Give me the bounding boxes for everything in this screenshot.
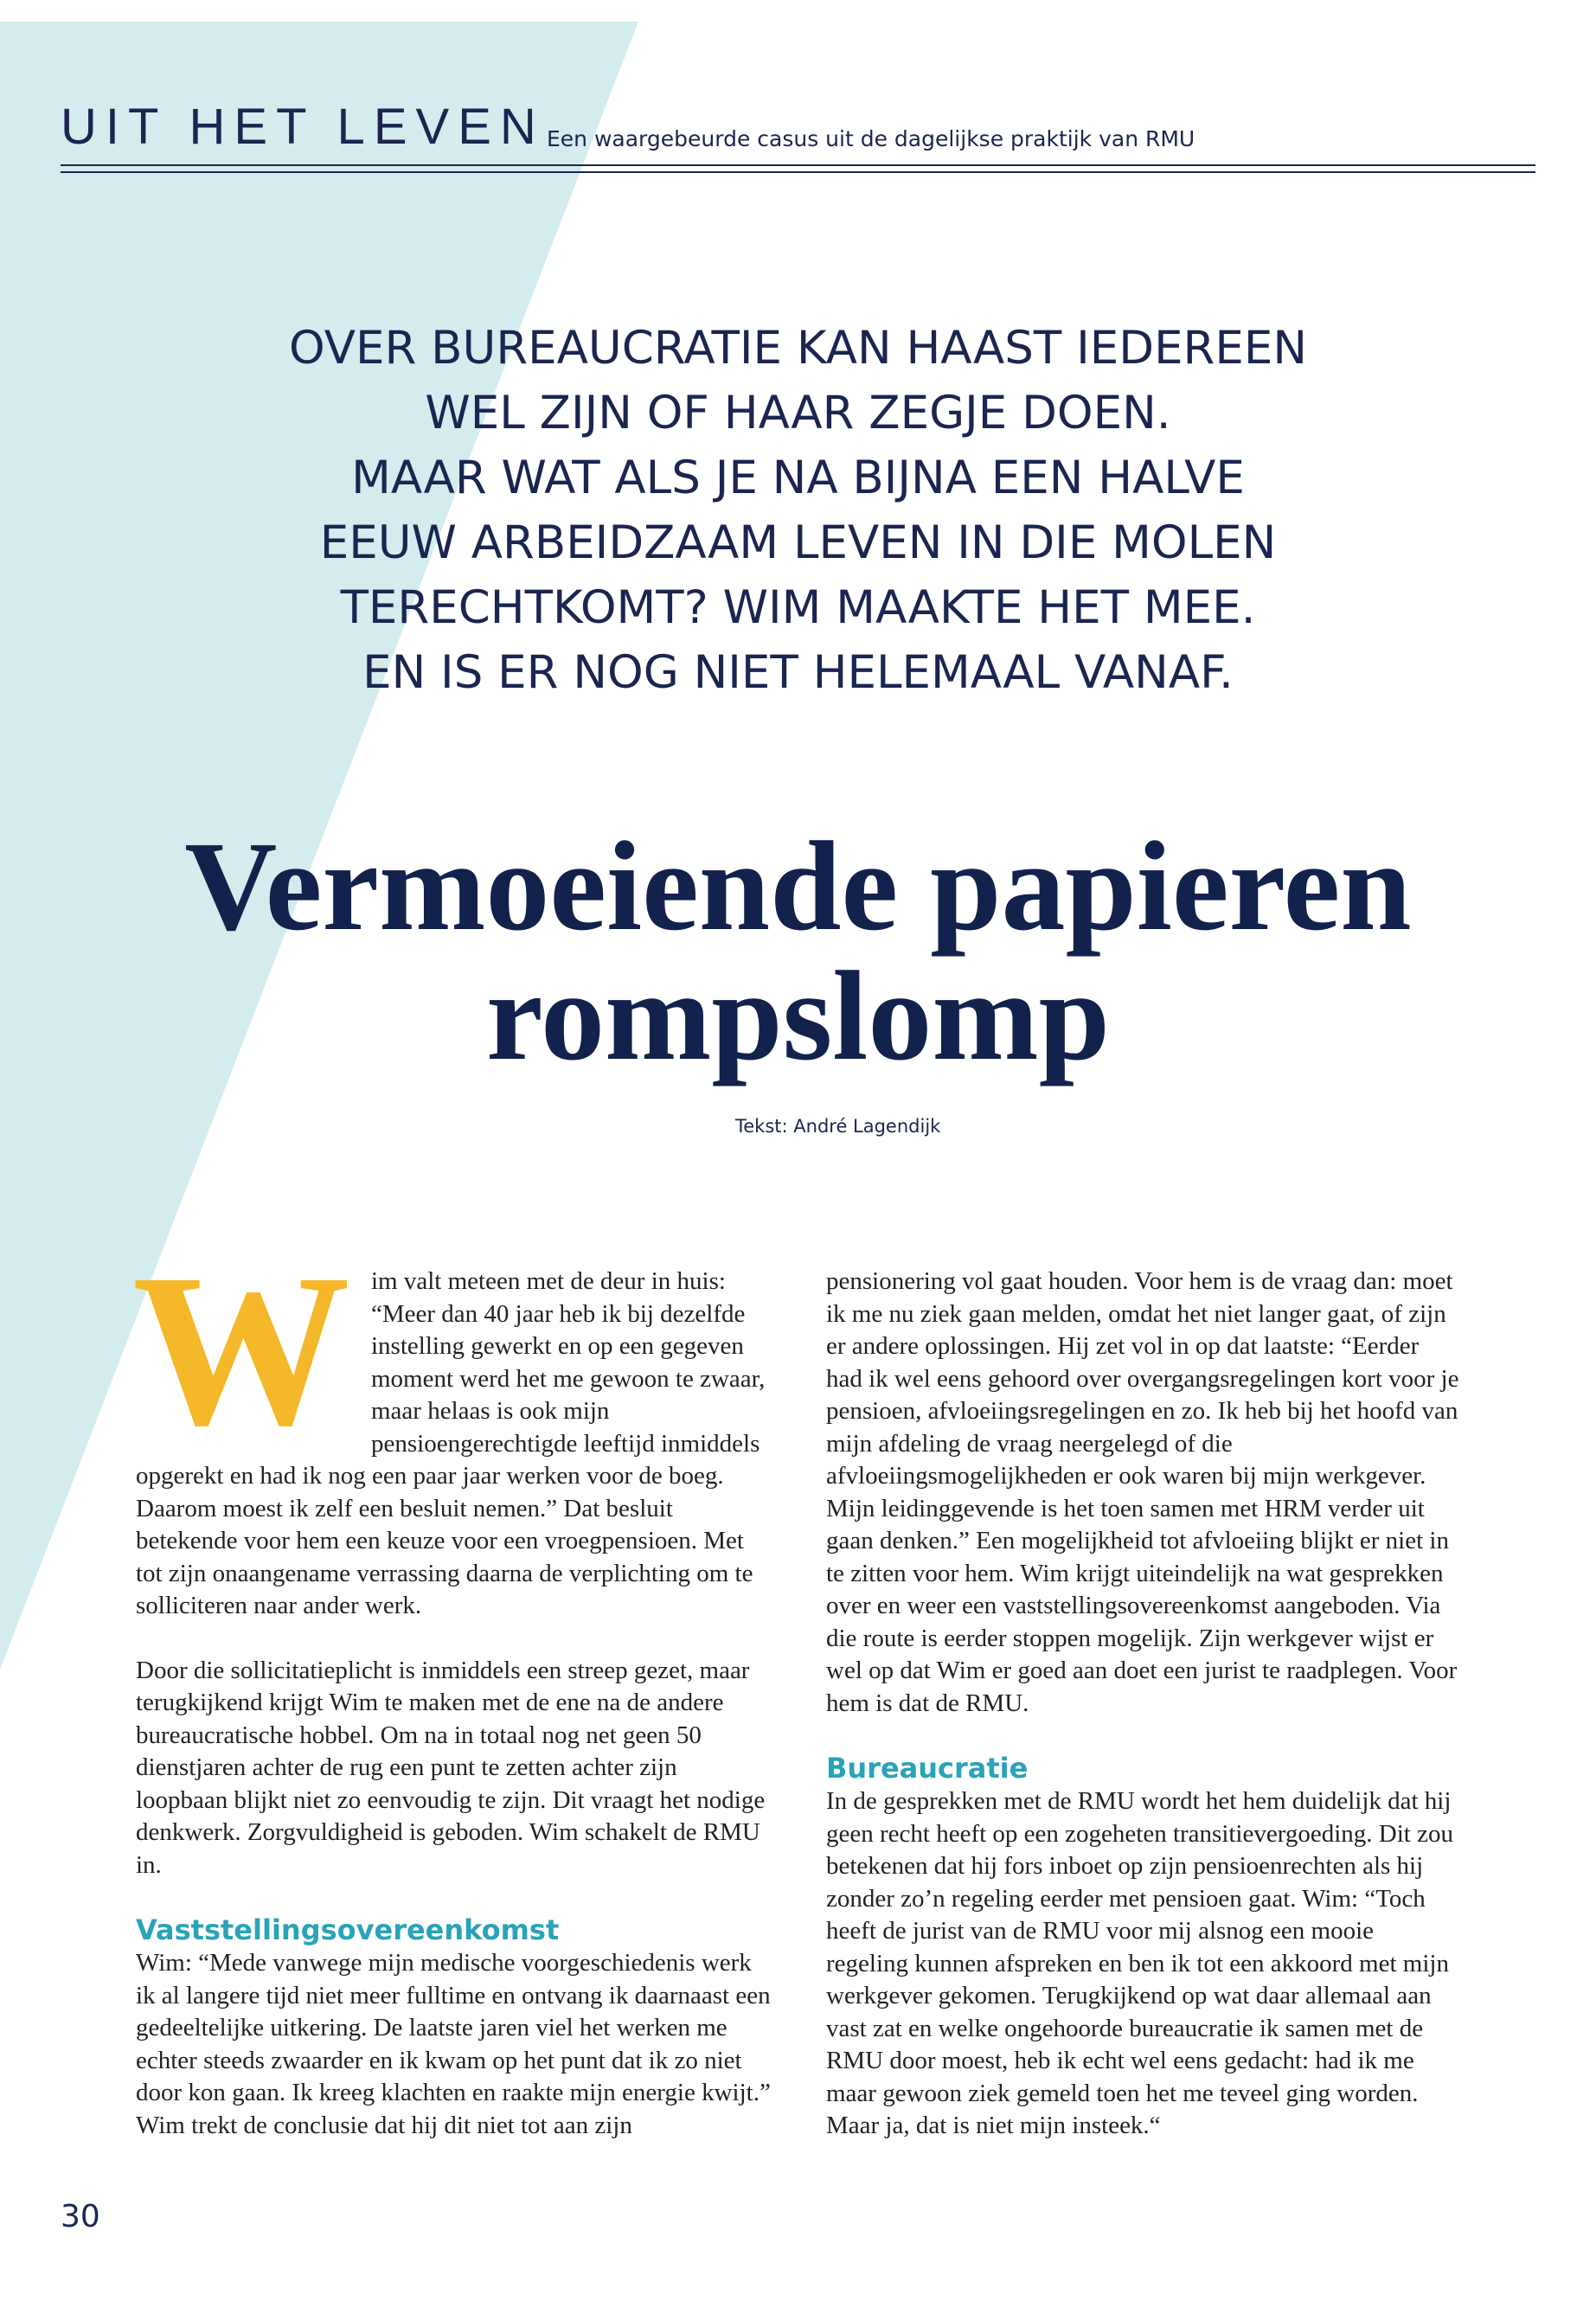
paragraph: Wim: “Mede vanwege mijn medische voorgeschiedenis werk ik al langere tijd niet meer fulltime en ontvang ik daarnaast een gedeeltelijke uitkering. De laatste jaren viel het werken me echter steeds zwaarder en ik kwam op het punt dat ik zo niet door kon gaan. Ik kreeg klachten en raakte mijn energie kwijt.” Wim trekt de conclusie dat hij dit niet tot aan zijn (136, 1949, 771, 2139)
intro-line: OVER BUREAUCRATIE KAN HAAST IEDEREEN (288, 322, 1308, 375)
intro-line: MAAR WAT ALS JE NA BIJNA EEN HALVE (351, 452, 1245, 504)
intro-line: TERECHTKOMT? WIM MAAKTE HET MEE. (340, 581, 1256, 634)
page-number: 30 (61, 2199, 100, 2234)
header-rule-top (61, 164, 1535, 166)
intro-lead (190, 316, 1406, 705)
drop-cap: W (132, 1228, 350, 1471)
section-subtitle: Een waargebeurde casus uit de dagelijkse praktijk van RMU (547, 126, 1195, 151)
paragraph-text: im valt meteen met de deur in huis: “Meer dan 40 jaar heb ik bij dezelfde instelling gewerkt en op een gegeven moment werd het me gewoon te zwaar, maar helaas is ook mijn pensioengerechtigde leeftijd inmiddels opgerekt en had ik nog een paar jaar werken voor de boeg. Daarom moest ik zelf een besluit nemen.” Dat besluit betekende voor hem een keuze voor een vroegpensioen. Met tot zijn onaangename verrassing daarna de verplichting om te solliciteren naar ander werk. (136, 1267, 766, 1619)
article-column-left (132, 1228, 771, 2142)
title-line: rompslomp (486, 945, 1110, 1087)
paragraph (132, 1228, 771, 1623)
intro-line: EN IS ER NOG NIET HELEMAAL VANAF. (362, 646, 1234, 699)
header-rule-bottom (61, 171, 1535, 173)
title-line: Vermoeiende papieren (184, 816, 1412, 958)
paragraph: In de gesprekken met de RMU wordt het hem duidelijk dat hij geen recht heeft op een zogeheten transitievergoeding. Dit zou betekenen dat hij fors inboet op zijn pensioenrechten als hij zonder zo’n regeling eerder met pensioen gaat. Wim: “Toch heeft de jurist van de RMU voor mij alsnog een mooie regeling kunnen afspreken en ben ik tot een akkoord met mijn werkgever gekomen. Terugkijkend op wat daar allemaal aan vast zat en welke ongehoorde bureaucratie ik samen met de RMU door moest, heb ik echt wel eens gedacht: had ik me maar gewoon ziek gemeld toen het me teveel ging worden. Maar ja, dat is niet mijn insteek.“ (826, 1787, 1453, 2139)
paragraph: Door die sollicitatieplicht is inmiddels een streep gezet, maar terugkijkend krijgt Wim te maken met de ene na de andere bureaucratische hobbel. Om na in totaal nog net geen 50 dienstjaren achter de rug een punt te zetten achter zijn loopbaan blijkt niet zo eenvoudig te zijn. Dit vraagt het nodige denkwerk. Zorgvuldigheid is geboden. Wim schakelt de RMU in. (136, 1656, 766, 1879)
article-column-right (826, 1266, 1459, 2143)
paragraph: pensionering vol gaat houden. Voor hem is de vraag dan: moet ik me nu ziek gaan melden, omdat het niet langer gaat, of zijn er andere oplossingen. Hij zet vol in op dat laatste: “Eerder had ik wel eens gehoord over overgangsregelingen kort voor je pensioen, afvloeiingsregelingen en zo. Ik heb bij het hoofd van mijn afdeling de vraag neergelegd of die afvloeiingsmogelijkheden er ook waren bij mijn werkgever. Mijn leidinggevende is het toen samen met HRM verder uit gaan denken.” Een mogelijkheid tot afvloeiing blijkt er niet in te zitten voor hem. Wim krijgt uiteindelijk na wat gesprekken over en weer een vaststellingsovereenkomst aangeboden. Via die route is eerder stoppen mogelijk. Zijn werkgever wijst er wel op dat Wim er goed aan doet een jurist te raadplegen. Voor hem is dat de RMU. (826, 1267, 1459, 1717)
section-title: UIT HET LEVEN (61, 99, 545, 155)
subheading: Bureaucratie (826, 1752, 1029, 1785)
byline: Tekst: André Lagendijk (735, 1116, 941, 1137)
article-title (87, 816, 1509, 1087)
subheading: Vaststellingsovereenkomst (136, 1913, 560, 1946)
intro-line: EEUW ARBEIDZAAM LEVEN IN DIE MOLEN (319, 516, 1277, 569)
intro-line: WEL ZIJN OF HAAR ZEGJE DOEN. (425, 387, 1171, 439)
